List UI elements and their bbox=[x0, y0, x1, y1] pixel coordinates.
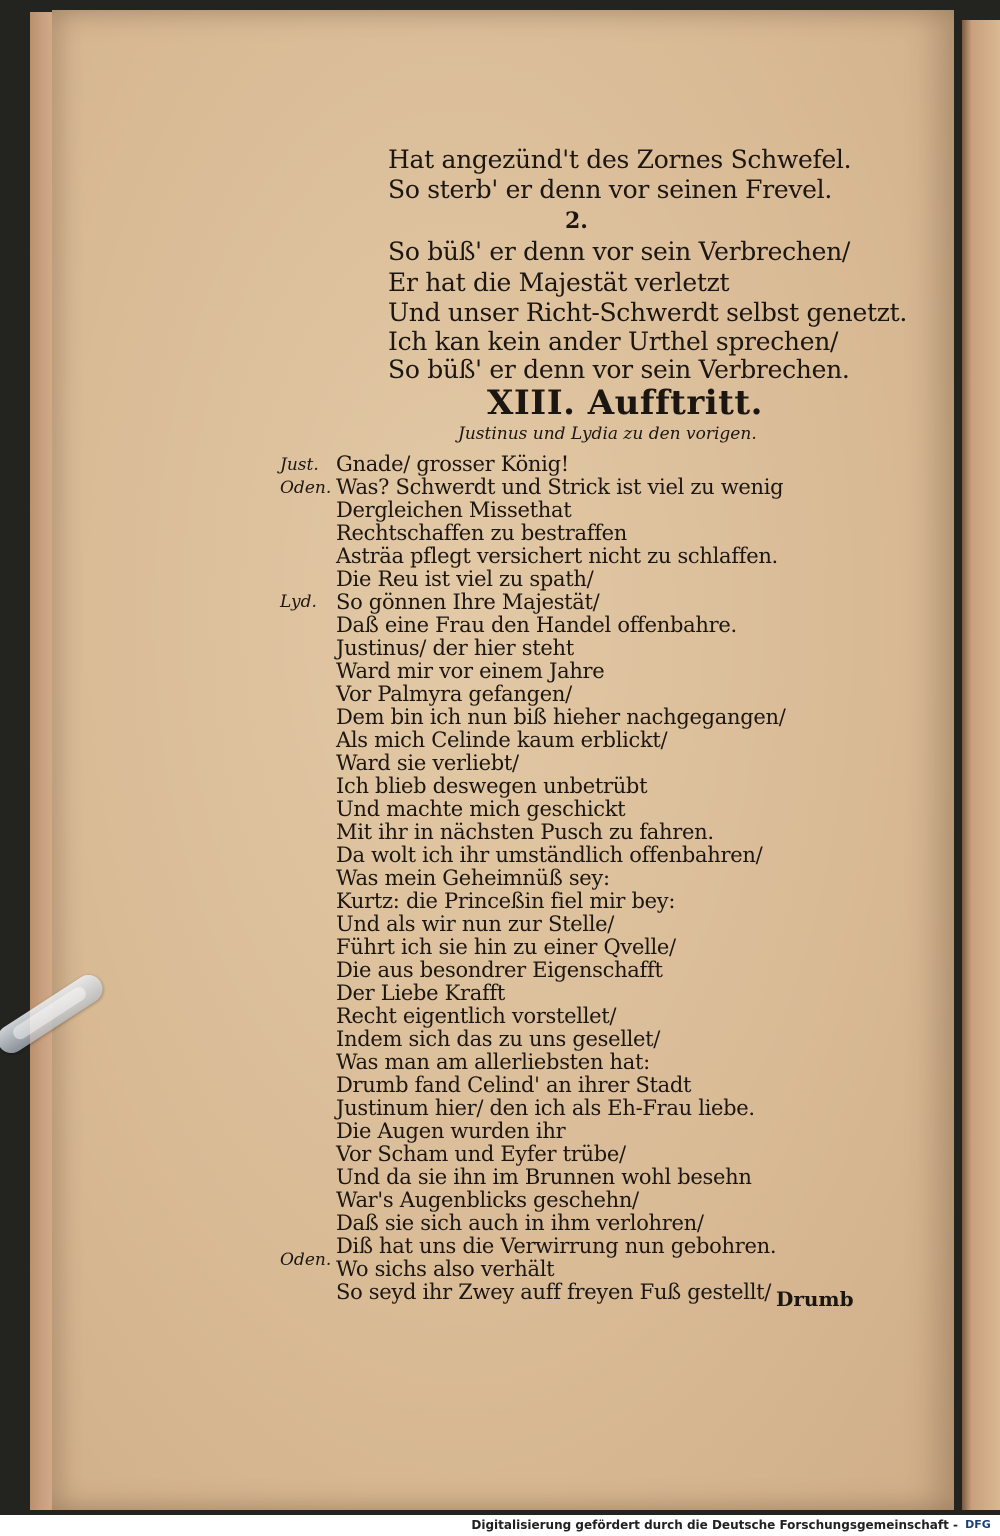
dialogue-line: Mit ihr in nächsten Pusch zu fahren. bbox=[336, 820, 714, 844]
dialogue-line: Und da sie ihn im Brunnen wohl besehn bbox=[336, 1165, 752, 1189]
dialogue-line: Ich blieb deswegen unbetrübt bbox=[336, 774, 648, 798]
verse-line: Er hat die Majestät verletzt bbox=[388, 268, 730, 297]
dialogue-line: Justinus/ der hier steht bbox=[336, 636, 574, 660]
dialogue-line: Und als wir nun zur Stelle/ bbox=[336, 912, 615, 936]
dialogue-line: Die Augen wurden ihr bbox=[336, 1119, 566, 1143]
dialogue-line: Rechtschaffen zu bestraffen bbox=[336, 521, 628, 545]
dialogue-line: Kurtz: die Princeßin fiel mir bey: bbox=[336, 889, 676, 913]
dialogue-line: War's Augenblicks geschehn/ bbox=[336, 1188, 639, 1212]
dialogue-line: Wo sichs also verhält bbox=[336, 1257, 555, 1281]
dialogue-line: Was? Schwerdt und Strick ist viel zu wenig bbox=[336, 475, 784, 499]
verse-line: Ich kan kein ander Urthel sprechen/ bbox=[388, 327, 839, 356]
dialogue-line: Gnade/ grosser König! bbox=[336, 452, 569, 476]
verse-line: Und unser Richt-Schwerdt selbst genetzt. bbox=[388, 298, 907, 327]
stanza-number: 2. bbox=[565, 208, 588, 234]
dialogue-line: Vor Scham und Eyfer trübe/ bbox=[336, 1142, 626, 1166]
speaker-label: Lyd. bbox=[280, 592, 317, 612]
dialogue-line: Was man am allerliebsten hat: bbox=[336, 1050, 650, 1074]
dialogue-line: Dergleichen Missethat bbox=[336, 498, 572, 522]
dialogue-line: Vor Palmyra gefangen/ bbox=[336, 682, 572, 706]
verse-line: So büß' er denn vor sein Verbrechen/ bbox=[388, 237, 851, 266]
speaker-label: Oden. bbox=[280, 1250, 332, 1270]
dialogue-line: Drumb fand Celind' an ihrer Stadt bbox=[336, 1073, 692, 1097]
dialogue-line: Da wolt ich ihr umständlich offenbahren/ bbox=[336, 843, 763, 867]
dialogue-line: Diß hat uns die Verwirrung nun gebohren. bbox=[336, 1234, 777, 1258]
dialogue-line: Ward mir vor einem Jahre bbox=[336, 659, 605, 683]
dialogue-line: Die aus besondrer Eigenschafft bbox=[336, 958, 663, 982]
dialogue-line: Ward sie verliebt/ bbox=[336, 751, 519, 775]
footer-credit: Digitalisierung gefördert durch die Deutsche Forschungsgemeinschaft - bbox=[471, 1518, 958, 1532]
dialogue-line: Recht eigentlich vorstellet/ bbox=[336, 1004, 617, 1028]
verse-line: So sterb' er denn vor seinen Frevel. bbox=[388, 175, 832, 204]
dfg-logo: DFG bbox=[965, 1518, 991, 1531]
verse-line: So büß' er denn vor sein Verbrechen. bbox=[388, 355, 850, 384]
dialogue-line: Daß sie sich auch in ihm verlohren/ bbox=[336, 1211, 704, 1235]
speaker-label: Oden. bbox=[280, 478, 332, 498]
catchword: Drumb bbox=[776, 1287, 854, 1311]
dialogue-line: Als mich Celinde kaum erblickt/ bbox=[336, 728, 668, 752]
dialogue-line: Und machte mich geschickt bbox=[336, 797, 626, 821]
dialogue-line: Indem sich das zu uns gesellet/ bbox=[336, 1027, 661, 1051]
speaker-label: Just. bbox=[280, 455, 319, 475]
stage-direction: Justinus und Lydia zu den vorigen. bbox=[458, 424, 757, 444]
dialogue-line: So seyd ihr Zwey auff freyen Fuß gestellt/ bbox=[336, 1280, 772, 1304]
dialogue-line: Asträa pflegt versichert nicht zu schlaffen. bbox=[336, 544, 778, 568]
right-page-edge bbox=[962, 20, 1000, 1510]
dialogue-line: Führt ich sie hin zu einer Qvelle/ bbox=[336, 935, 676, 959]
dialogue-line: Die Reu ist viel zu spath/ bbox=[336, 567, 594, 591]
verse-line: Hat angezünd't des Zornes Schwefel. bbox=[388, 145, 852, 174]
dialogue-line: Dem bin ich nun biß hieher nachgegangen/ bbox=[336, 705, 786, 729]
dialogue-line: Justinum hier/ den ich als Eh-Frau liebe. bbox=[336, 1096, 755, 1120]
dialogue-line: Der Liebe Krafft bbox=[336, 981, 506, 1005]
dialogue-line: Was mein Geheimnüß sey: bbox=[336, 866, 610, 890]
scene-heading: XIII. Aufftritt. bbox=[487, 383, 763, 423]
dialogue-line: Daß eine Frau den Handel offenbahre. bbox=[336, 613, 737, 637]
dialogue-line: So gönnen Ihre Majestät/ bbox=[336, 590, 600, 614]
